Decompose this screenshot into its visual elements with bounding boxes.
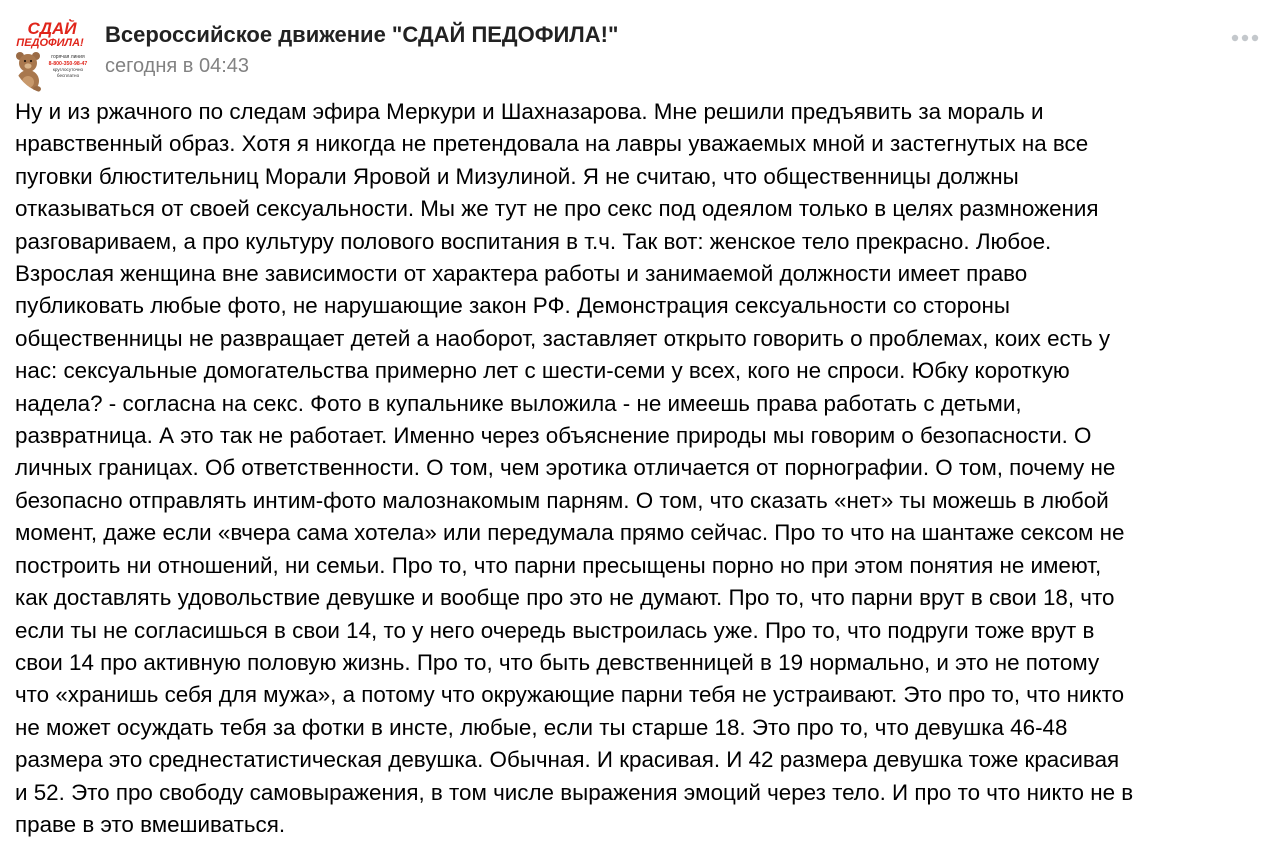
post-header: [105, 21, 618, 79]
more-options-button[interactable]: [1228, 28, 1262, 48]
logo-phone: 8-800-350-98-47: [48, 61, 88, 67]
logo-price: бесплатно: [56, 73, 80, 78]
post-text-line: как доставлять удовольствие девушке и вообще про это не думают. Про то, что парни врут в свои 18, что: [15, 585, 1115, 611]
more-dots-icon: [1228, 28, 1262, 48]
logo-hotline: горячая линия: [51, 54, 85, 60]
logo-line1: СДАЙ: [27, 19, 77, 38]
post-text-line: безопасно отправлять интим-фото малознакомым парням. О том, что сказать «нет» ты можешь в любой: [15, 487, 1109, 513]
post-text-line: если ты не согласишься в свои 14, то у него очередь выстроилась уже. Про то, что подруги тоже врут в: [15, 617, 1095, 643]
logo-line2: ПЕДОФИЛА!: [16, 37, 84, 49]
teddy-bear-logo: [12, 14, 92, 94]
post-text-line: и 52. Это про свободу самовыражения, в том числе выражения эмоций через тело. И про то что никто не в: [15, 779, 1134, 805]
post-text-line: что «хранишь себя для мужа», а потому что окружающие парни тебя не устраивают. Это про то, что никто: [15, 682, 1125, 708]
author-avatar[interactable]: [12, 14, 92, 94]
post-text: [15, 96, 1273, 841]
post-text-line: праве в это вмешиваться.: [15, 811, 286, 837]
post-text-line: общественницы не развращает детей а наоборот, заставляет открыто говорить о проблемах, коих есть у: [15, 325, 1111, 351]
logo-schedule: круглосуточно: [52, 67, 84, 72]
post-date[interactable]: сегодня в 04:43: [105, 55, 249, 77]
post-text-line: развратница. А это так не работает. Именно через объяснение природы мы говорим о безопасности. О: [15, 423, 1092, 449]
post-text-line: свои 14 про активную половую жизнь. Про то, что быть девственницей в 19 нормально, и это не потому: [15, 649, 1100, 675]
post-text-line: момент, даже если «вчера сама хотела» или передумала прямо сейчас. Про то что на шантаже сексом не: [15, 520, 1125, 546]
post-text-line: нас: сексуальные домогательства примерно лет с шести-семи у всех, кого не спроси. Юбку короткую: [15, 358, 1070, 384]
post-text-line: разговариваем, а про культуру полового воспитания в т.ч. Так вот: женское тело прекрасно. Любое.: [15, 228, 1052, 254]
post-text-line: построить ни отношений, ни семьи. Про то, что парни пресыщены порно но при этом понятия не имеют,: [15, 552, 1102, 578]
post-text-line: надела? - согласна на секс. Фото в купальнике выложила - не имеешь права работать с детьми,: [15, 390, 1022, 416]
post-text-line: размера это среднестатистическая девушка. Обычная. И красивая. И 42 размера девушка тоже красивая: [15, 747, 1120, 773]
post-text-line: отказываться от своей сексуальности. Мы же тут не про секс под одеялом только в целях размножения: [15, 196, 1099, 222]
post-text-line: Взрослая женщина вне зависимости от характера работы и занимаемой должности имеет право: [15, 261, 1028, 287]
post-text-line: публиковать любые фото, не нарушающие закон РФ. Демонстрация сексуальности со стороны: [15, 293, 1010, 319]
post-text-line: Ну и из ржачного по следам эфира Меркури и Шахназарова. Мне решили предъявить за мораль и: [15, 99, 1044, 124]
post-text-line: нравственный образ. Хотя я никогда не претендовала на лавры уважаемых мной и застегнутых на все: [15, 131, 1089, 157]
author-name[interactable]: Всероссийское движение "СДАЙ ПЕДОФИЛА!": [105, 22, 619, 47]
post-text-line: пуговки блюстительниц Морали Яровой и Мизулиной. Я не считаю, что общественницы должны: [15, 163, 1019, 189]
post-text-line: личных границах. Об ответственности. О том, чем эротика отличается от порнографии. О том, почему не: [15, 455, 1116, 481]
post-text-line: не может осуждать тебя за фотки в инсте, любые, если ты старше 18. Это про то, что девушка 46-48: [15, 714, 1068, 740]
